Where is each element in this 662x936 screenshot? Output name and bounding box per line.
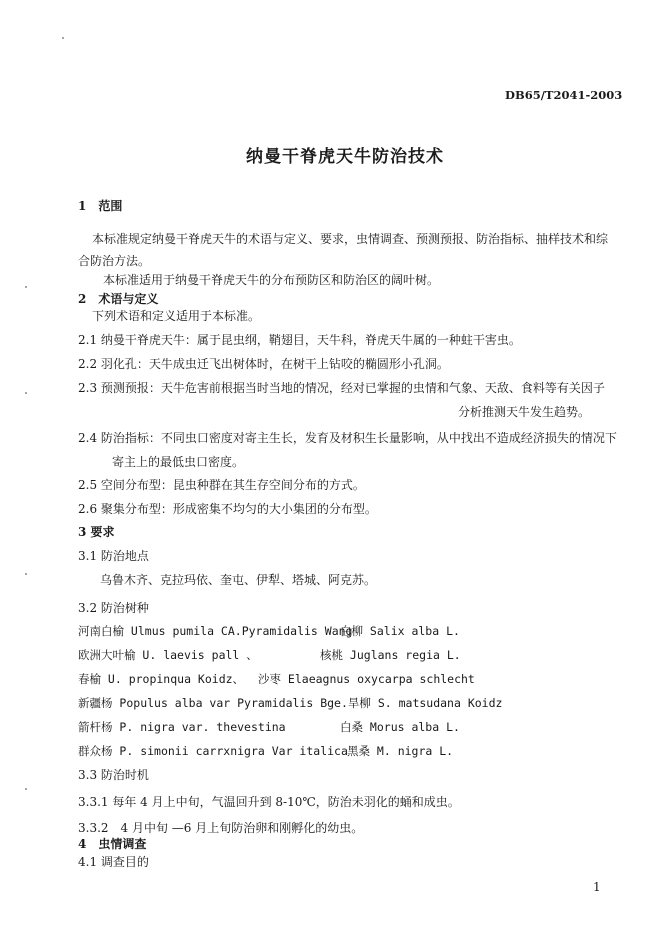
- definition-2-6: 2.6 聚集分布型：形成密集不均匀的大小集团的分布型。: [78, 502, 377, 516]
- species-row: 白桑 Morus alba L.: [340, 720, 460, 734]
- scan-speck: [25, 788, 27, 790]
- section-3-3-2: 3.3.2 4 月中旬 —6 月上旬防治卵和刚孵化的幼虫。: [78, 821, 364, 835]
- section-2-heading: 2 术语与定义: [78, 292, 159, 306]
- definition-2-1: 2.1 纳曼干脊虎天牛：属于昆虫纲，鞘翅目，天牛科，脊虎天牛属的一种蛀干害虫。: [78, 333, 521, 347]
- definition-2-5: 2.5 空间分布型：昆虫种群在其生存空间分布的方式。: [78, 478, 365, 492]
- section-1-paragraph: 本标准规定纳曼干脊虎天牛的术语与定义、要求，虫情调查、预测预报、防治指标、抽样技术和综: [92, 232, 609, 246]
- definition-2-3: 2.3 预测预报：天牛危害前根据当时当地的情况，经对已掌握的虫情和气象、天敌、食料等有关因子: [78, 381, 605, 395]
- section-4-heading: 4 虫情调查: [78, 837, 147, 851]
- section-3-3-1: 3.3.1 每年 4 月上中旬，气温回升到 8-10℃，防治未羽化的蛹和成虫。: [78, 795, 460, 809]
- page-number: 1: [593, 880, 601, 894]
- species-row: 箭杆杨 P. nigra var. thevestina: [78, 720, 286, 734]
- species-row: 黑桑 M. nigra L.: [347, 744, 454, 758]
- section-2-intro: 下列术语和定义适用于本标准。: [92, 309, 261, 323]
- scan-speck: [25, 573, 27, 575]
- definition-2-2: 2.2 羽化孔：天牛成虫迁飞出树体时，在树干上钻咬的椭圆形小孔洞。: [78, 357, 449, 371]
- species-row: 白柳 Salix alba L.: [340, 624, 460, 638]
- species-row: 欧洲大叶榆 U. laevis pall 、: [78, 648, 258, 662]
- scan-speck: [62, 37, 64, 39]
- section-3-heading: 3 要求: [78, 525, 115, 539]
- control-locations: 乌鲁木齐、克拉玛依、奎屯、伊犁、塔城、阿克苏。: [100, 573, 377, 587]
- definition-2-4-cont: 寄主上的最低虫口密度。: [112, 455, 245, 469]
- species-row: 河南白榆 Ulmus pumila CA.Pyramidalis Wang: [78, 624, 353, 638]
- species-row: 春榆 U. propinqua Koidz、: [78, 672, 245, 686]
- document-code: DB65/T2041-2003: [505, 88, 623, 102]
- document-title: 纳曼干脊虎天牛防治技术: [246, 147, 444, 167]
- species-row: 群众杨 P. simonii carrxnigra Var italica: [78, 744, 348, 758]
- species-row: 沙枣 Elaeagnus oxycarpa schlecht: [258, 672, 475, 686]
- section-1-heading: 1 范围: [78, 199, 123, 213]
- definition-2-4: 2.4 防治指标：不同虫口密度对寄主生长，发育及材积生长量影响，从中找出不造成经济损失的情况下: [78, 431, 617, 445]
- scan-speck: [25, 286, 27, 288]
- section-1-paragraph-cont: 合防治方法。: [78, 254, 151, 268]
- scan-speck: [25, 392, 27, 394]
- species-row: 新疆杨 Populus alba var Pyramidalis Bge.旱柳 S. matsudana Koidz: [78, 696, 503, 710]
- section-4-1-heading: 4.1 调查目的: [78, 855, 149, 869]
- section-1-scope: 本标准适用于纳曼干脊虎天牛的分布预防区和防治区的阔叶树。: [103, 273, 440, 287]
- section-3-3-heading: 3.3 防治时机: [78, 768, 149, 782]
- species-row: 核桃 Juglans regia L.: [320, 648, 461, 662]
- definition-2-3-cont: 分析推测天牛发生趋势。: [458, 405, 591, 419]
- section-3-2-heading: 3.2 防治树种: [78, 601, 149, 615]
- section-3-1-heading: 3.1 防治地点: [78, 549, 149, 563]
